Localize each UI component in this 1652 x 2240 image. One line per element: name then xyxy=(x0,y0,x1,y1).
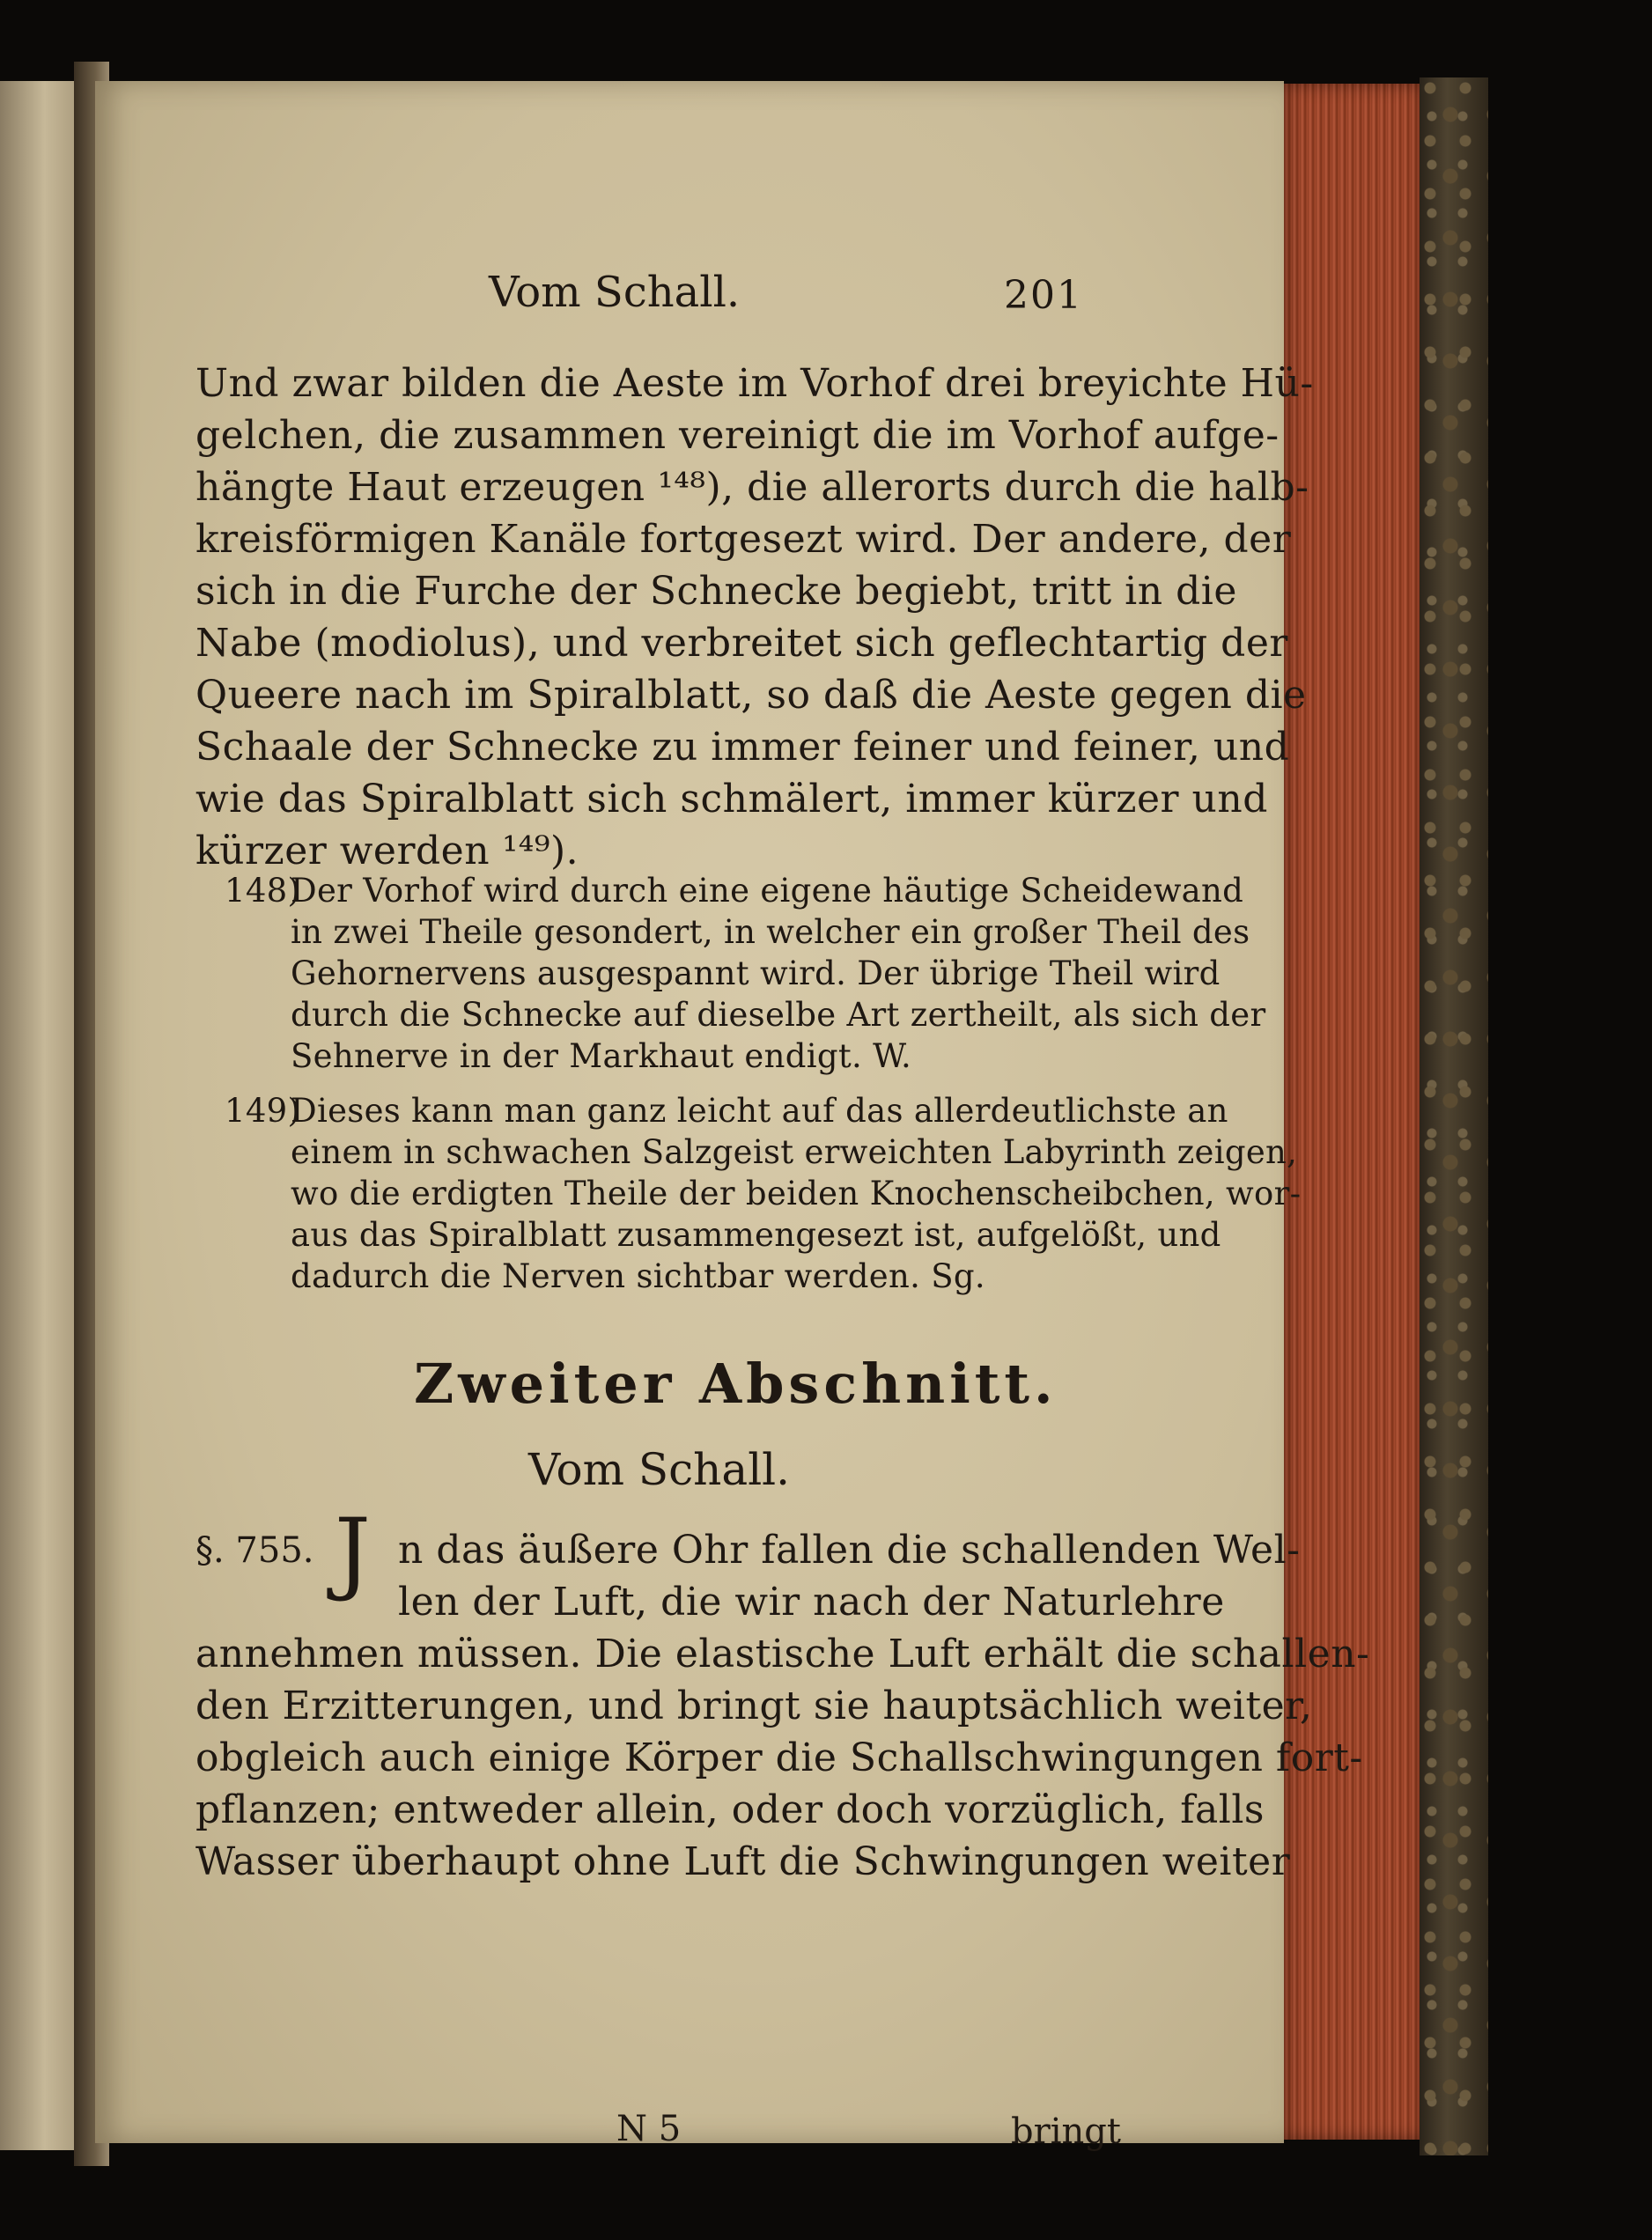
footnote-line: durch die Schnecke auf dieselbe Art zertheilt, als sich der xyxy=(291,996,1266,1034)
footnote-line: Sehnerve in der Markhaut endigt. W. xyxy=(291,1037,912,1075)
catchword: bringt xyxy=(1011,2111,1121,2152)
body-line: den Erzitterungen, und bringt sie hauptsächlich weiter, xyxy=(195,1684,1313,1728)
footnote-marker: 148) xyxy=(225,872,301,910)
body-line: annehmen müssen. Die elastische Luft erhält die schallen- xyxy=(195,1632,1370,1676)
paragraph-number: §. 755. xyxy=(195,1530,314,1571)
footnote-line: einem in schwachen Salzgeist erweichten Labyrinth zeigen, xyxy=(291,1133,1298,1171)
section-title: Zweiter Abschnitt. xyxy=(414,1352,1058,1416)
body-line: hängte Haut erzeugen ¹⁴⁸), die allerorts durch die halb- xyxy=(195,465,1309,510)
footnote-line: wo die erdigten Theile der beiden Knochenscheibchen, wor- xyxy=(291,1175,1302,1212)
body-line: n das äußere Ohr fallen die schallenden Wel- xyxy=(398,1528,1301,1573)
body-line: pflanzen; entweder allein, oder doch vorzüglich, falls xyxy=(195,1787,1265,1832)
body-line: Nabe (modiolus), und verbreitet sich geflechtartig der xyxy=(195,621,1288,666)
body-line: gelchen, die zusammen vereinigt die im Vorhof aufge- xyxy=(195,413,1280,458)
body-line: obgleich auch einige Körper die Schallschwingungen fort- xyxy=(195,1735,1363,1780)
footnote-line: aus das Spiralblatt zusammengesezt ist, aufgelößt, und xyxy=(291,1216,1221,1254)
body-line: Schaale der Schnecke zu immer feiner und feiner, und xyxy=(195,725,1290,770)
body-line: kreisförmigen Kanäle fortgesezt wird. Der andere, der xyxy=(195,517,1292,562)
body-line: len der Luft, die wir nach der Naturlehre xyxy=(398,1580,1225,1625)
footnote-line: Gehornervens ausgespannt wird. Der übrige Theil wird xyxy=(291,954,1221,992)
footnote-line: dadurch die Nerven sichtbar werden. Sg. xyxy=(291,1257,985,1295)
running-head: Vom Schall. xyxy=(489,268,741,317)
body-line: kürzer werden ¹⁴⁹). xyxy=(195,829,579,873)
section-subtitle: Vom Schall. xyxy=(528,1444,791,1495)
drop-capital: J xyxy=(335,1499,371,1604)
signature-mark: N 5 xyxy=(616,2109,682,2149)
footnote-line: Der Vorhof wird durch eine eigene häutige Scheidewand xyxy=(291,872,1244,910)
footnote-line: Dieses kann man ganz leicht auf das allerdeutlichste an xyxy=(291,1092,1228,1130)
facing-page-edge xyxy=(0,81,81,2150)
book-cover xyxy=(1420,77,1488,2155)
footnote-marker: 149) xyxy=(225,1092,301,1130)
body-line: sich in die Furche der Schnecke begiebt, tritt in die xyxy=(195,569,1237,614)
body-line: Queere nach im Spiralblatt, so daß die Aeste gegen die xyxy=(195,673,1307,718)
body-line: Und zwar bilden die Aeste im Vorhof drei breyichte Hü- xyxy=(195,361,1314,406)
body-line: Wasser überhaupt ohne Luft die Schwingungen weiter xyxy=(195,1839,1291,1884)
page-number: 201 xyxy=(1004,273,1083,318)
body-line: wie das Spiralblatt sich schmälert, immer kürzer und xyxy=(195,777,1268,822)
footnote-line: in zwei Theile gesondert, in welcher ein großer Theil des xyxy=(291,913,1250,951)
